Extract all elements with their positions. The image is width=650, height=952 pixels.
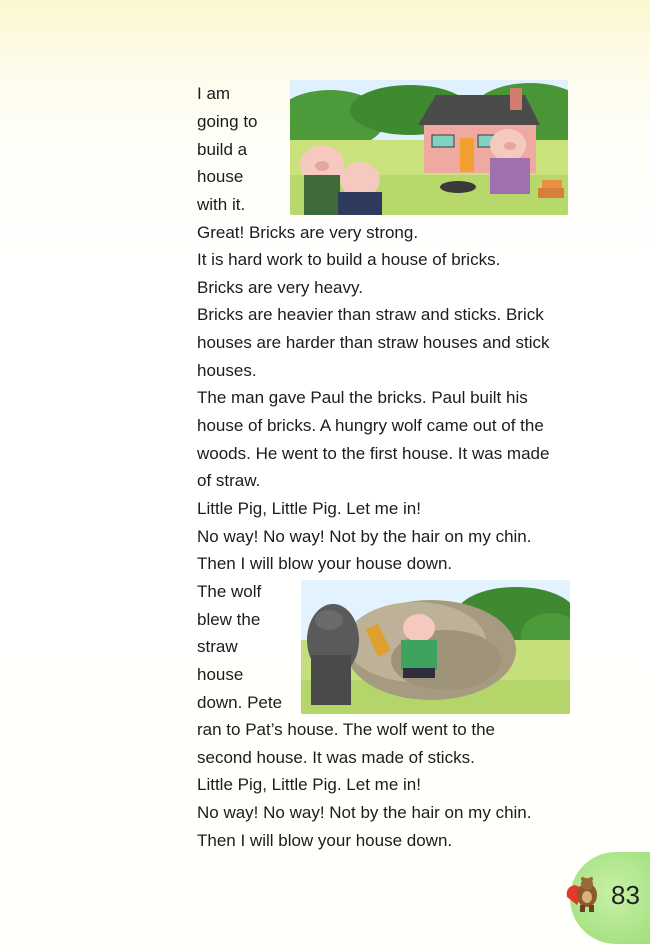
dialogue-text: Great! Bricks are very strong. <box>197 223 419 242</box>
dialogue-text: The man gave Paul the bricks. Paul built his <box>197 388 528 407</box>
dialogue-text: of straw. <box>197 471 261 490</box>
dialogue-text: blew the <box>197 610 261 629</box>
dialogue-text: woods. He went to the first house. It was made <box>197 444 550 463</box>
dialogue-text: down. Pete <box>197 693 283 712</box>
wolf-straw-house-illustration <box>301 580 570 714</box>
brick-house-illustration <box>290 80 568 215</box>
dialogue-text: Bricks are very heavy. <box>197 278 363 297</box>
dialogue-text: second house. It was made of sticks. <box>197 748 475 767</box>
dialogue-text: build a <box>197 140 248 159</box>
dialogue-text: Bricks are heavier than straw and sticks. Brick <box>197 305 544 324</box>
dialogue-text: with it. <box>197 195 246 214</box>
dialogue-text: The wolf <box>197 582 262 601</box>
dialogue-text: It is hard work to build a house of bricks. <box>197 250 501 269</box>
dialogue-text: Then I will blow your house down. <box>197 831 453 850</box>
dialogue-text: houses. <box>197 361 257 380</box>
dialogue-text: ran to Pat’s house. The wolf went to the <box>197 720 495 739</box>
dialogue-text: No way! No way! Not by the hair on my chin. <box>197 527 532 546</box>
mascot-icon <box>563 873 605 915</box>
dialogue-text: Little Pig, Little Pig. Let me in! <box>197 499 421 518</box>
dialogue-text: Then I will blow your house down. <box>197 554 453 573</box>
dialogue-text: going to <box>197 112 258 131</box>
dialogue-text: house of bricks. A hungry wolf came out of the <box>197 416 544 435</box>
dialogue-text: house <box>197 665 244 684</box>
dialogue-text: I am <box>197 84 231 103</box>
dialogue-text: house <box>197 167 244 186</box>
page-number: 83 <box>611 880 640 910</box>
dialogue-text: No way! No way! Not by the hair on my chin. <box>197 803 532 822</box>
dialogue-text: Little Pig, Little Pig. Let me in! <box>197 775 421 794</box>
dialogue-text: houses are harder than straw houses and stick <box>197 333 550 352</box>
dialogue-text: straw <box>197 637 238 656</box>
